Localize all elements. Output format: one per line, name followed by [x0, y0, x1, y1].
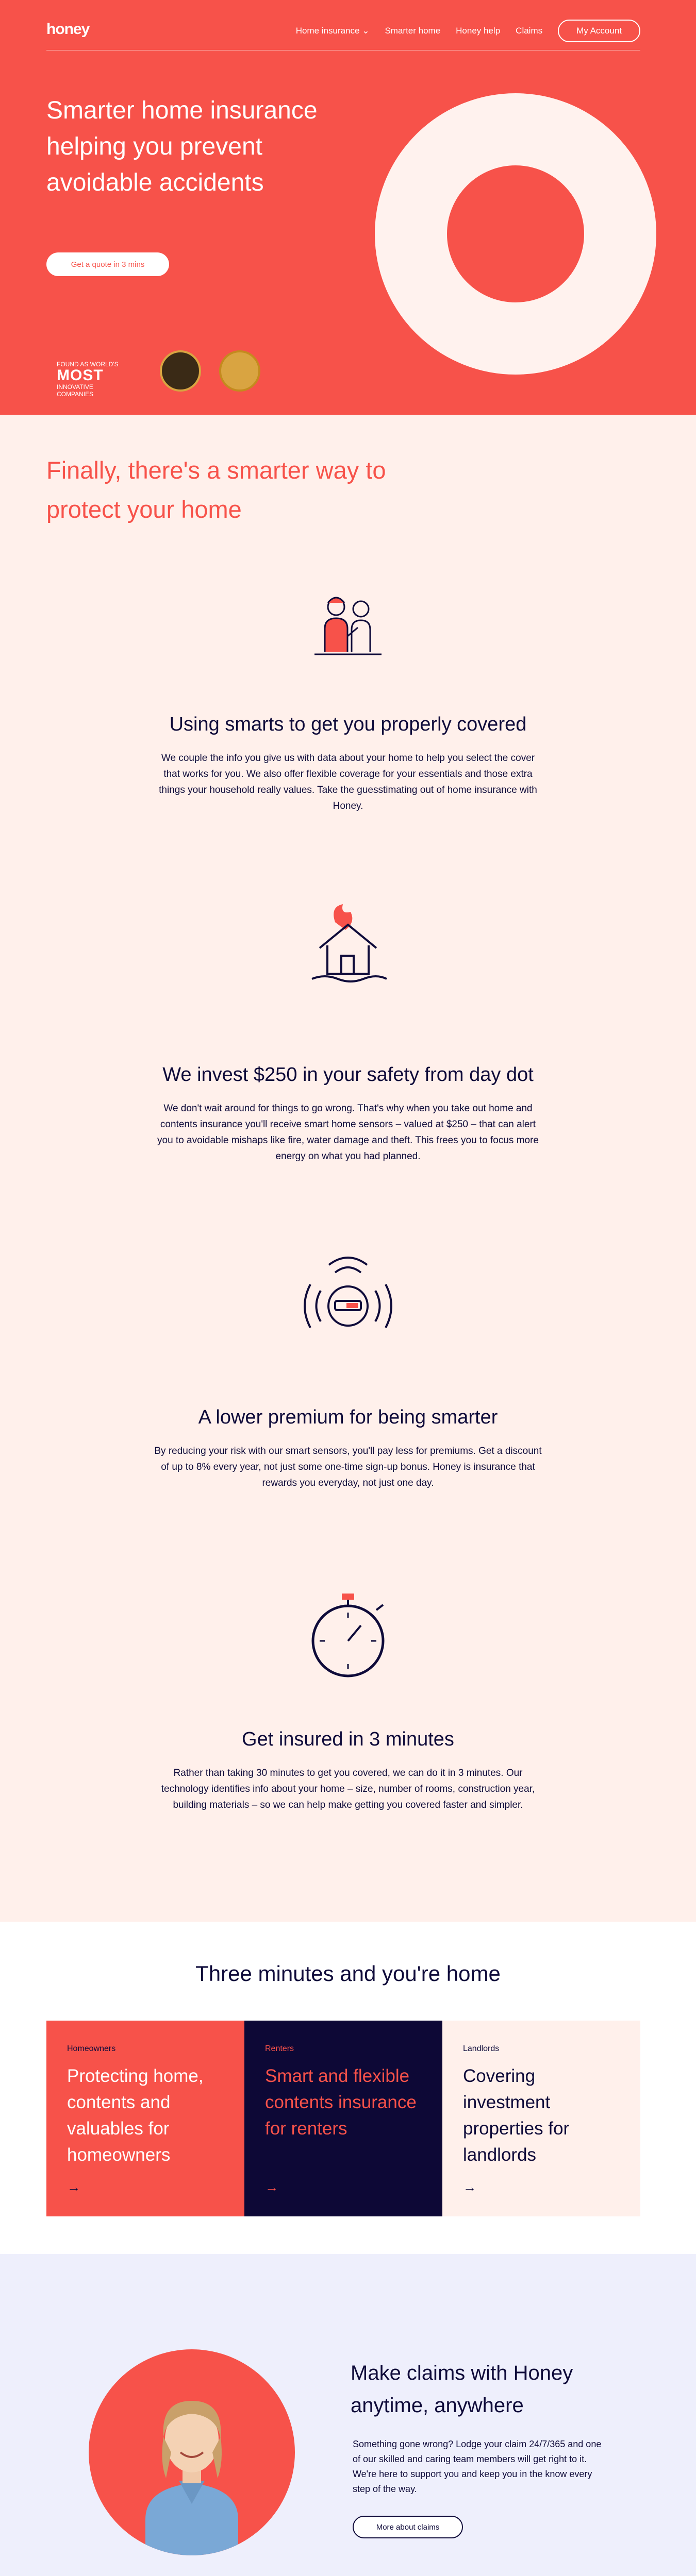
- nav-smarter-home[interactable]: Smarter home: [385, 26, 441, 36]
- feature-properly-covered: [142, 714, 554, 814]
- more-about-claims-button[interactable]: More about claims: [353, 2516, 463, 2538]
- nav-links: [296, 20, 640, 42]
- card-tag: Homeowners: [67, 2044, 116, 2053]
- hero-ring-graphic: [375, 93, 656, 375]
- award-line1: FOUND AS WORLD'S: [57, 361, 119, 368]
- feature-title: Get insured in 3 minutes: [242, 1728, 454, 1750]
- card-title: Smart and flexible contents insurance for renters: [265, 2066, 417, 2139]
- award-line3: COMPANIES: [57, 391, 94, 398]
- claims-section: [0, 2254, 696, 2576]
- card-renters[interactable]: [244, 2021, 442, 2216]
- my-account-button[interactable]: My Account: [558, 20, 640, 42]
- nav-honey-help[interactable]: Honey help: [456, 26, 501, 36]
- honey-logo[interactable]: honey: [46, 21, 90, 38]
- hero-section: [0, 0, 696, 415]
- innovative-companies-award: [57, 361, 119, 398]
- features-section: [0, 415, 696, 1922]
- feature-insured-3-minutes: [142, 1728, 554, 1813]
- feature-body: Rather than taking 30 minutes to get you covered, we can do it in 3 minutes. Our technology identifies info about your home – size, number of rooms, construction year, building materials – so we can help make getting you covered faster and simpler.: [161, 1768, 535, 1810]
- card-tag: Renters: [265, 2044, 294, 2053]
- feature-body: By reducing your risk with our smart sensors, you'll pay less for premiums. Get a discount of up to 8% every year, not just some one-time sign-up bonus. Honey is insurance that rewards you everyday, not just one day.: [154, 1446, 542, 1488]
- three-minutes-title: Three minutes and you're home: [195, 1961, 501, 1986]
- people-icon: [304, 587, 392, 665]
- feature-body: We couple the info you give us with data about your home to help you select the cover that works for you. We also offer flexible coverage for your essentials and those extra things your household really values. Take the guesstimating out of home insurance with Honey.: [159, 753, 537, 811]
- three-minutes-section: [0, 1922, 696, 2254]
- card-homeowners[interactable]: [46, 2021, 244, 2216]
- feature-title: We invest $250 in your safety from day dot: [162, 1064, 534, 1086]
- card-tag: Landlords: [463, 2044, 500, 2053]
- sensor-icon: [278, 1249, 418, 1342]
- claims-title: Make claims with Honey anytime, anywhere: [351, 2362, 573, 2417]
- award-medal-icon: [219, 350, 260, 392]
- feature-invest-safety: [142, 1064, 554, 1164]
- house-fire-icon: [304, 902, 392, 989]
- card-title: Covering investment properties for landlords: [463, 2066, 570, 2165]
- arrow-right-icon[interactable]: →: [463, 2179, 476, 2195]
- card-landlords[interactable]: [442, 2021, 640, 2216]
- top-nav: [46, 10, 640, 46]
- nav-home-insurance-label: Home insurance: [295, 26, 360, 36]
- stopwatch-icon: [302, 1589, 394, 1682]
- smiling-woman-image: [89, 2349, 295, 2555]
- feature-title: Using smarts to get you properly covered: [169, 714, 527, 735]
- nav-home-insurance[interactable]: [296, 26, 370, 36]
- feature-body: We don't wait around for things to go wrong. That's why when you take out home and contents insurance you'll receive smart home sensors – valued at $250 – that can alert you to avoidable mishaps like fire, water damage and theft. This frees you to focus more energy on what you had planned.: [157, 1103, 539, 1162]
- award-big: MOST: [57, 367, 104, 384]
- features-title: Finally, there's a smarter way to protect your home: [46, 456, 386, 523]
- feature-lower-premium: [142, 1406, 554, 1491]
- claims-agent-photo: [89, 2349, 295, 2555]
- award-line2: INNOVATIVE: [57, 383, 93, 391]
- arrow-right-icon[interactable]: →: [265, 2179, 278, 2195]
- feature-title: A lower premium for being smarter: [198, 1406, 498, 1428]
- card-title: Protecting home, contents and valuables for homeowners: [67, 2066, 204, 2165]
- get-quote-button[interactable]: Get a quote in 3 mins: [46, 252, 169, 276]
- claims-body: Something gone wrong? Lodge your claim 24/7/365 and one of our skilled and caring team members will get right to it. We're here to support you and keep you in the know every step of the way.: [353, 2439, 602, 2494]
- chevron-down-icon: ⌄: [362, 26, 370, 36]
- nav-claims[interactable]: Claims: [516, 26, 543, 36]
- arrow-right-icon[interactable]: →: [67, 2179, 80, 2195]
- award-badge-icon: [160, 350, 201, 392]
- hero-title: Smarter home insurance helping you prevent avoidable accidents: [46, 97, 318, 196]
